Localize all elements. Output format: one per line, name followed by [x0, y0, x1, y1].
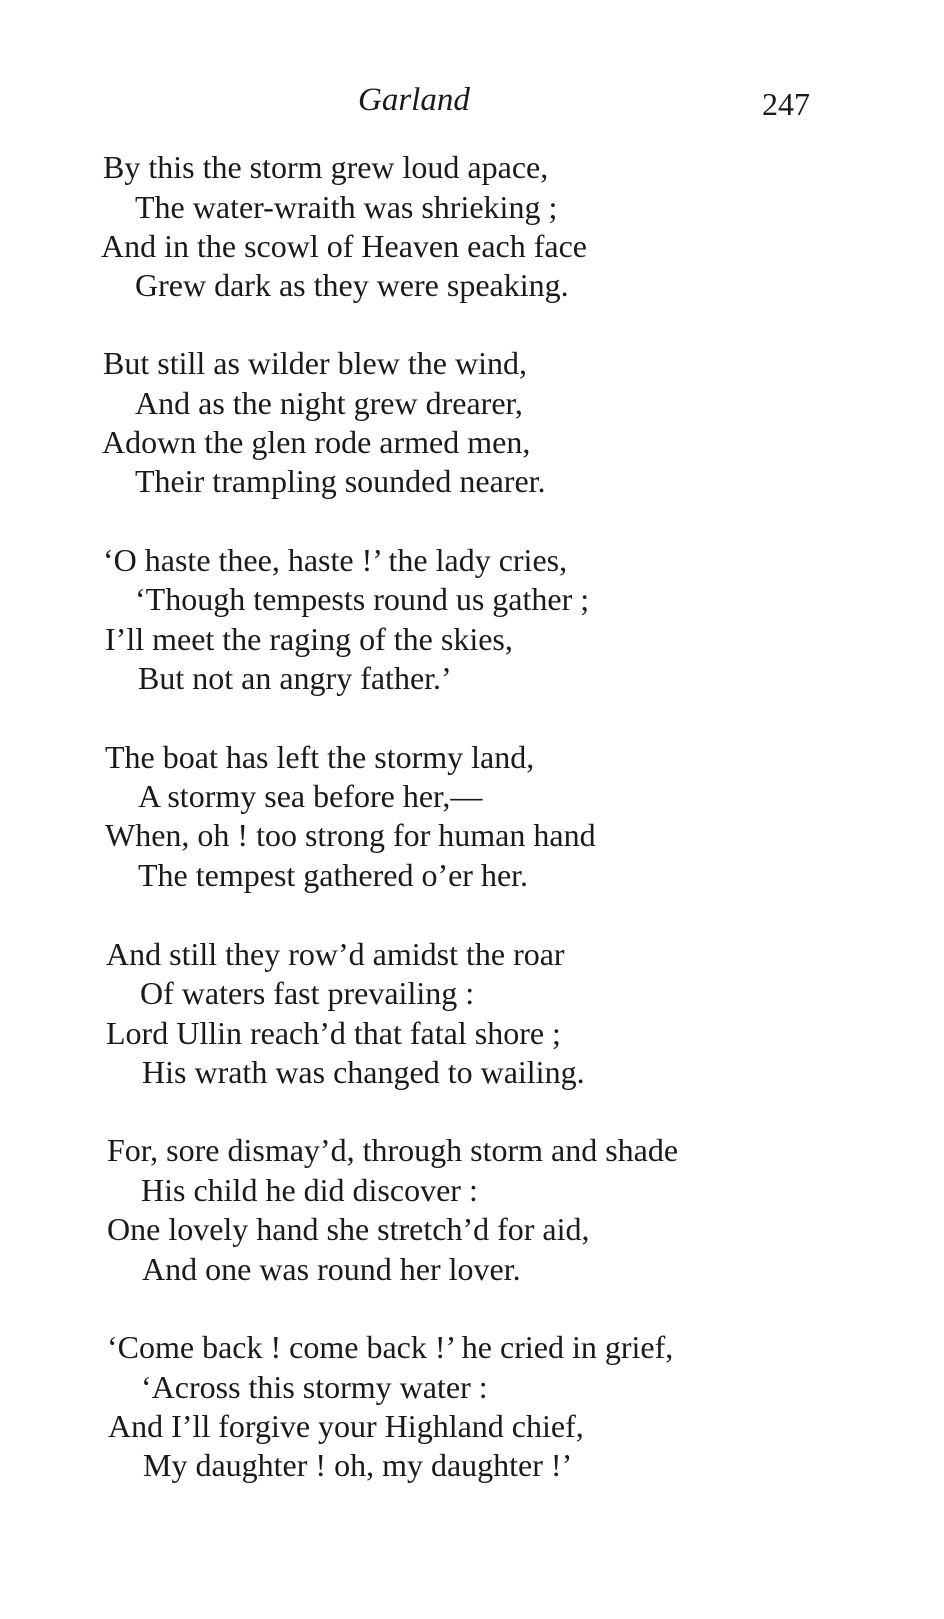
poem-line: For, sore dismay’d, through storm and shade [107, 1132, 679, 1168]
poem-line: ‘Across this stormy water : [141, 1369, 488, 1405]
page-number: 247 [762, 86, 810, 122]
poem-line: The water-wraith was shrieking ; [135, 189, 558, 225]
poem-line: By this the storm grew loud apace, [103, 149, 549, 185]
poem-line: His wrath was changed to wailing. [142, 1054, 585, 1090]
poem-line: And as the night grew drearer, [135, 385, 523, 421]
running-title: Garland [358, 82, 470, 118]
poem-line: My daughter ! oh, my daughter !’ [143, 1447, 573, 1483]
running-head [0, 78, 944, 122]
poem-line: The tempest gathered o’er her. [138, 857, 529, 893]
poem-line: And still they row’d amidst the roar [106, 936, 565, 972]
poem-line: A stormy sea before her,— [138, 778, 483, 814]
poem-line: And I’ll forgive your Highland chief, [108, 1408, 584, 1444]
poem-line: The boat has left the stormy land, [105, 739, 535, 775]
poem-line: And one was round her lover. [142, 1251, 521, 1287]
poem-line: One lovely hand she stretch’d for aid, [107, 1211, 590, 1247]
poem-line: And in the scowl of Heaven each face [101, 228, 587, 264]
poem-line: ‘Though tempests round us gather ; [135, 581, 590, 617]
poem-line: Their trampling sounded nearer. [135, 463, 546, 499]
poem-line: Lord Ullin reach’d that fatal shore ; [106, 1015, 561, 1051]
poem-line: ‘O haste thee, haste !’ the lady cries, [103, 542, 568, 578]
poem-line: Grew dark as they were speaking. [135, 267, 569, 303]
poem-line: I’ll meet the raging of the skies, [105, 621, 513, 657]
poem-line: His child he did discover : [141, 1172, 478, 1208]
poem-line: When, oh ! too strong for human hand [105, 817, 596, 853]
poem-line: But still as wilder blew the wind, [103, 345, 527, 381]
poem-line: Adown the glen rode armed men, [102, 424, 531, 460]
poem-line: ‘Come back ! come back !’ he cried in grief, [107, 1329, 674, 1365]
poem-line: Of waters fast prevailing : [140, 975, 475, 1011]
poem-line: But not an angry father.’ [138, 660, 452, 696]
